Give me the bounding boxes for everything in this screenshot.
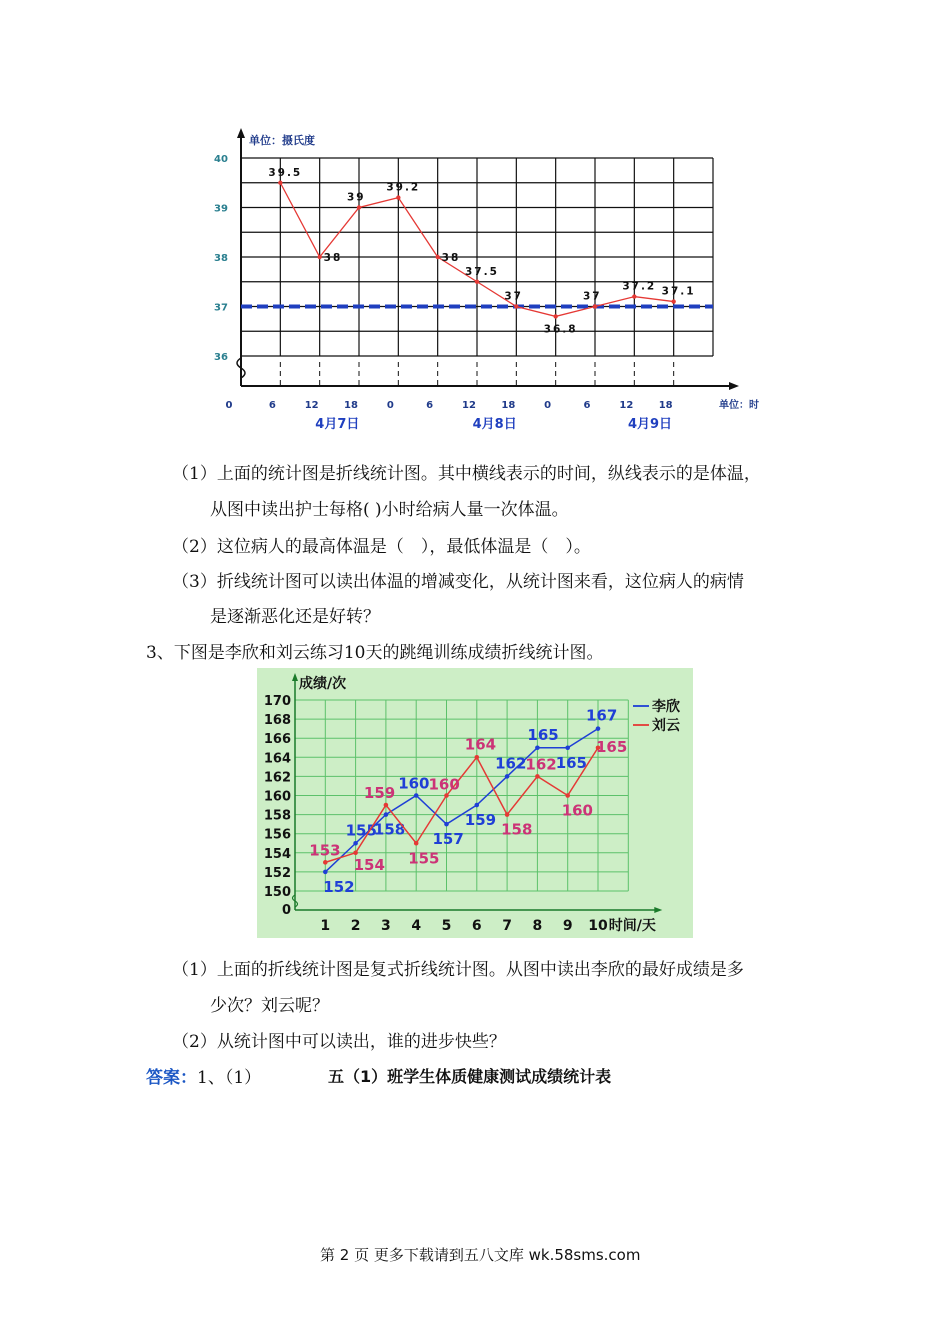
- data-label: 37.5: [465, 265, 499, 278]
- data-label: 165: [527, 725, 559, 744]
- answer-line: [146, 1063, 261, 1088]
- data-point: [396, 195, 400, 199]
- x-tick-label: 10: [588, 918, 608, 934]
- x-tick-label: 2: [350, 918, 361, 934]
- x-axis-arrow: [729, 382, 739, 390]
- data-point: [278, 181, 282, 185]
- data-point: [317, 255, 321, 259]
- x-tick-label: 9: [562, 918, 573, 934]
- x-tick-label: 12: [462, 400, 476, 411]
- y-tick-label: 158: [263, 808, 291, 824]
- data-label: 155: [345, 821, 377, 840]
- data-label: 39.5: [268, 166, 303, 179]
- temperature-chart: [210, 128, 759, 438]
- data-point: [353, 841, 358, 846]
- x-tick-label: 5: [441, 918, 452, 934]
- data-point: [593, 304, 597, 308]
- data-label: 159: [363, 784, 396, 803]
- x-unit-label: 单位：时: [719, 400, 759, 411]
- data-label: 36.8: [543, 323, 578, 336]
- x-tick-label: 0: [386, 400, 394, 411]
- y-tick-label: 168: [263, 713, 291, 729]
- legend-label: 李欣: [652, 699, 680, 715]
- y-tick-label: 170: [263, 694, 291, 709]
- data-label: 167: [586, 706, 618, 725]
- question-2-1-line2: 从图中读出护士每格( )小时给病人量一次体温。: [210, 500, 569, 520]
- data-point: [475, 755, 480, 760]
- data-point: [671, 299, 675, 303]
- data-point: [357, 205, 361, 209]
- data-label: 152: [323, 877, 355, 896]
- day-label: 4月7日: [315, 417, 360, 432]
- data-point: [505, 812, 510, 817]
- x-tick-label: 12: [304, 400, 319, 411]
- data-label: 165: [555, 753, 588, 772]
- data-label: 37.2: [622, 280, 657, 293]
- page-footer: 第 2 页 更多下载请到五八文库 wk.58sms.com: [320, 1246, 641, 1264]
- data-label: 39.2: [386, 181, 421, 194]
- y-tick-label: 164: [263, 751, 291, 767]
- y-tick-label: 37: [214, 302, 228, 314]
- data-label: 160: [561, 801, 594, 820]
- data-point: [414, 841, 419, 846]
- x-tick-label: 18: [658, 400, 673, 411]
- data-point: [384, 803, 389, 808]
- x-tick-label: 0: [544, 400, 552, 411]
- question-3-title: 3、下图是李欣和刘云练习10天的跳绳训练成绩折线统计图。: [146, 643, 604, 663]
- x-tick-label: 0: [225, 400, 233, 411]
- data-point: [565, 793, 570, 798]
- data-label: 159: [464, 811, 497, 830]
- data-point: [535, 774, 540, 779]
- y-tick-label: 156: [263, 827, 291, 843]
- answer-text: 1、（1）: [197, 1068, 262, 1088]
- question-2-3-line1: （3）折线统计图可以读出体温的增减变化，从统计图来看，这位病人的病情: [172, 572, 744, 592]
- data-point: [514, 304, 518, 308]
- y-tick-label: 38: [214, 253, 228, 264]
- legend-label: 刘云: [652, 718, 680, 734]
- data-point: [535, 745, 540, 750]
- question-3-1-line2: 少次？刘云呢？: [210, 996, 329, 1016]
- question-2-2: （2）这位病人的最高体温是（ ），最低体温是（ ）。: [172, 537, 591, 557]
- x-tick-label: 4: [411, 918, 422, 934]
- data-point: [565, 745, 570, 750]
- y-axis-arrow: [237, 128, 245, 138]
- data-point: [632, 294, 636, 298]
- data-point: [475, 280, 479, 284]
- answer-label: 答案：: [146, 1068, 197, 1088]
- data-label: 37: [583, 290, 602, 303]
- data-label: 158: [501, 820, 533, 839]
- data-point: [414, 793, 419, 798]
- y-tick-label: 150: [263, 885, 291, 900]
- y-tick-label: 166: [263, 732, 291, 748]
- data-label: 160: [398, 774, 430, 793]
- data-label: 37.1: [661, 285, 696, 298]
- data-point: [323, 870, 328, 875]
- question-3-2: （2）从统计图中可以读出，谁的进步快些？: [172, 1032, 506, 1052]
- data-label: 155: [408, 849, 440, 868]
- answer-table-title: 五（1）班学生体质健康测试成绩统计表: [328, 1067, 612, 1086]
- data-point: [444, 822, 449, 827]
- x-tick-label: 3: [381, 918, 391, 934]
- data-point: [505, 774, 510, 779]
- x-tick-label: 12: [619, 400, 634, 411]
- data-label: 37: [504, 290, 523, 303]
- data-point: [596, 726, 601, 731]
- data-label: 158: [373, 820, 406, 839]
- y-tick-label: 40: [214, 154, 228, 165]
- data-label: 154: [353, 855, 385, 874]
- x-tick-label: 6: [426, 400, 434, 411]
- x-tick-label: 1: [320, 918, 331, 934]
- x-axis-title: 时间/天: [608, 918, 656, 934]
- jump-rope-chart: [257, 668, 693, 938]
- y-tick-label: 154: [263, 846, 291, 862]
- day-label: 4月8日: [472, 417, 517, 432]
- data-label: 38: [441, 252, 461, 264]
- data-point: [553, 314, 557, 318]
- y-tick-label: 162: [263, 770, 291, 786]
- data-point: [353, 851, 358, 856]
- data-point: [475, 803, 480, 808]
- question-3-1-line1: （1）上面的折线统计图是复式折线统计图。从图中读出李欣的最好成绩是多: [172, 960, 744, 980]
- y-tick-label: 0: [281, 903, 291, 918]
- y-tick-label: 39: [214, 203, 228, 215]
- data-label: 164: [464, 735, 497, 754]
- x-tick-label: 7: [502, 918, 512, 934]
- x-tick-label: 6: [471, 918, 482, 934]
- day-label: 4月9日: [627, 417, 673, 432]
- y-unit-label: 单位：摄氏度: [249, 134, 315, 147]
- x-tick-label: 6: [583, 400, 591, 411]
- data-point: [323, 860, 328, 865]
- y-tick-label: 152: [263, 865, 291, 881]
- x-tick-label: 18: [501, 400, 516, 411]
- y-axis-title: 成绩/次: [299, 676, 347, 692]
- data-label: 157: [432, 830, 464, 849]
- data-point: [384, 812, 389, 817]
- data-label: 153: [309, 841, 341, 860]
- x-tick-label: 18: [344, 400, 358, 411]
- x-tick-label: 6: [268, 400, 276, 411]
- data-label: 38: [323, 252, 343, 264]
- question-2-1-line1: （1）上面的统计图是折线统计图。其中横线表示的时间，纵线表示的是体温，: [172, 464, 761, 484]
- data-label: 160: [428, 775, 460, 794]
- data-label: 162: [495, 754, 527, 773]
- data-point: [435, 255, 439, 259]
- x-tick-label: 8: [532, 918, 543, 934]
- data-label: 39: [347, 191, 366, 204]
- data-label: 165: [596, 737, 628, 756]
- y-tick-label: 36: [214, 352, 228, 363]
- data-point: [444, 793, 449, 798]
- question-2-3-line2: 是逐渐恶化还是好转？: [210, 607, 380, 627]
- data-label: 162: [525, 755, 557, 774]
- y-tick-label: 160: [263, 789, 291, 805]
- chart-background: [257, 668, 693, 938]
